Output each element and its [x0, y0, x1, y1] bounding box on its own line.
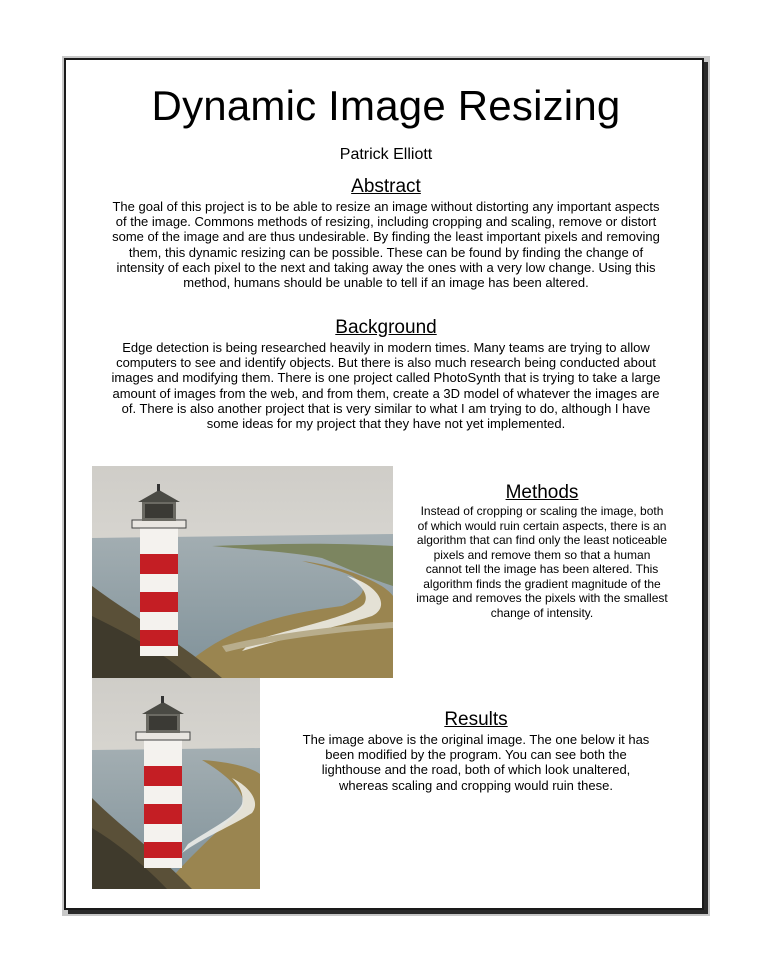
results-heading: Results: [444, 709, 508, 730]
methods-heading: Methods: [505, 482, 579, 503]
abstract-text: The goal of this project is to be able to resize an image without distorting any important aspects of the image. Commons methods of resizing, including cropping and scaling, remove or distort some of the image and are thus undesirable. By finding the least important pixels and removing them, this dynamic resizing can be possible. These can be found by finding the change of intensity of each pixel to the next and taking away the ones with a very low change. Using this method, humans should be unable to tell if an image has been altered.: [112, 199, 660, 291]
background-text: Edge detection is being researched heavily in modern times. Many teams are trying to allow computers to see and identify objects. But there is also much research being conducted about images and modifying them. There is one project called PhotoSynth that is trying to take a large amount of images from the web, and from them, create a 3D model of whatever the images are of. There is also another project that is very similar to what I am trying to do, although I have some ideas for my project that they have not yet implemented.: [111, 340, 661, 432]
background-heading: Background: [335, 317, 437, 338]
lighthouse-photo-icon: [92, 466, 393, 678]
methods-text: Instead of cropping or scaling the image, both of which would ruin certain aspects, there is an algorithm that can find only the least noticeable pixels and remove them so that a human cannot tell the image has been altered. This algorithm finds the gradient magnitude of the image and removes the pixels with the smallest change of intensity.: [416, 504, 668, 620]
abstract-heading: Abstract: [351, 176, 421, 197]
lighthouse-photo-resized-icon: [92, 678, 260, 889]
poster-title: Dynamic Image Resizing: [151, 82, 621, 129]
results-text: The image above is the original image. The one below it has been modified by the program. You can see both the lighthouse and the road, both of which look unaltered, whereas scaling and cropping would ruin these.: [302, 732, 650, 793]
poster-author: Patrick Elliott: [339, 146, 433, 163]
lighthouse-photo-svg: [92, 466, 393, 678]
lighthouse-photo-resized-svg: [92, 678, 260, 889]
